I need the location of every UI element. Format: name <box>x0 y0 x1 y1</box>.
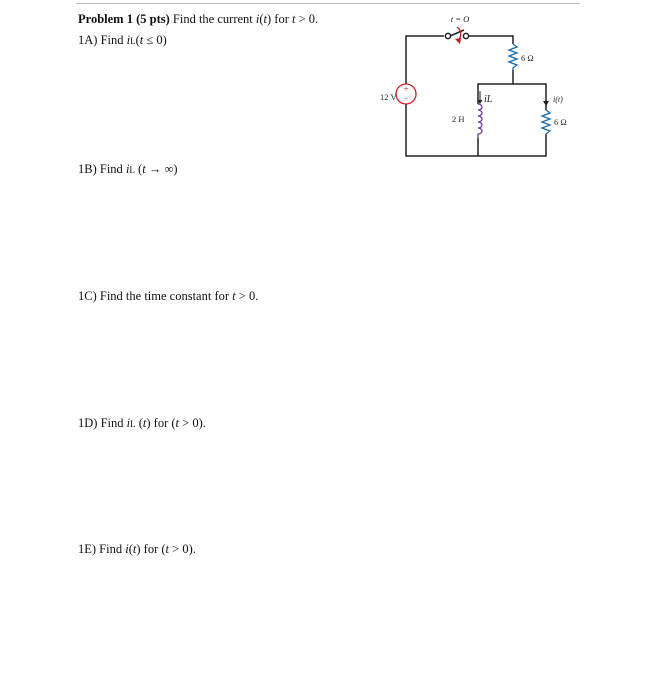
il-label: iL <box>484 94 493 105</box>
inductor <box>478 104 482 138</box>
circuit-diagram <box>360 8 590 168</box>
top-rule <box>76 3 580 4</box>
question-1b: 1B) Find iL (t → ∞) <box>78 162 178 176</box>
current-arrowhead-icon <box>543 101 549 106</box>
switch-blade <box>450 30 464 36</box>
question-1e: 1E) Find i(t) for (t > 0). <box>78 542 196 556</box>
inductor-label: 2 H <box>452 114 465 124</box>
source-label: 12 V <box>380 92 397 102</box>
resistor-r1 <box>509 44 517 70</box>
left-wire <box>406 36 444 84</box>
junction-wire <box>513 70 546 110</box>
source-plus: + <box>403 84 409 94</box>
switch-contact-left <box>445 33 450 38</box>
problem-statement: Problem 1 (5 pts) Find the current i(t) for t > 0. <box>78 12 319 26</box>
switch-label: t = O <box>450 14 470 24</box>
switch-arrowhead-icon <box>455 38 461 44</box>
problem-label: Problem 1 (5 pts) <box>78 12 170 26</box>
switch-contact-right <box>463 33 468 38</box>
question-1c: 1C) Find the time constant for t > 0. <box>78 289 259 303</box>
current-label: i(t) <box>553 95 563 104</box>
left-wire-bottom <box>406 104 546 156</box>
r1-label: 6 Ω <box>521 53 534 63</box>
r2-label: 6 Ω <box>554 117 567 127</box>
source-minus: − <box>403 94 409 103</box>
question-1a: 1A) Find iL(t ≤ 0) <box>78 33 167 47</box>
question-1d: 1D) Find iL (t) for (t > 0). <box>78 416 206 430</box>
top-wire <box>469 36 513 44</box>
resistor-r2 <box>542 110 550 134</box>
